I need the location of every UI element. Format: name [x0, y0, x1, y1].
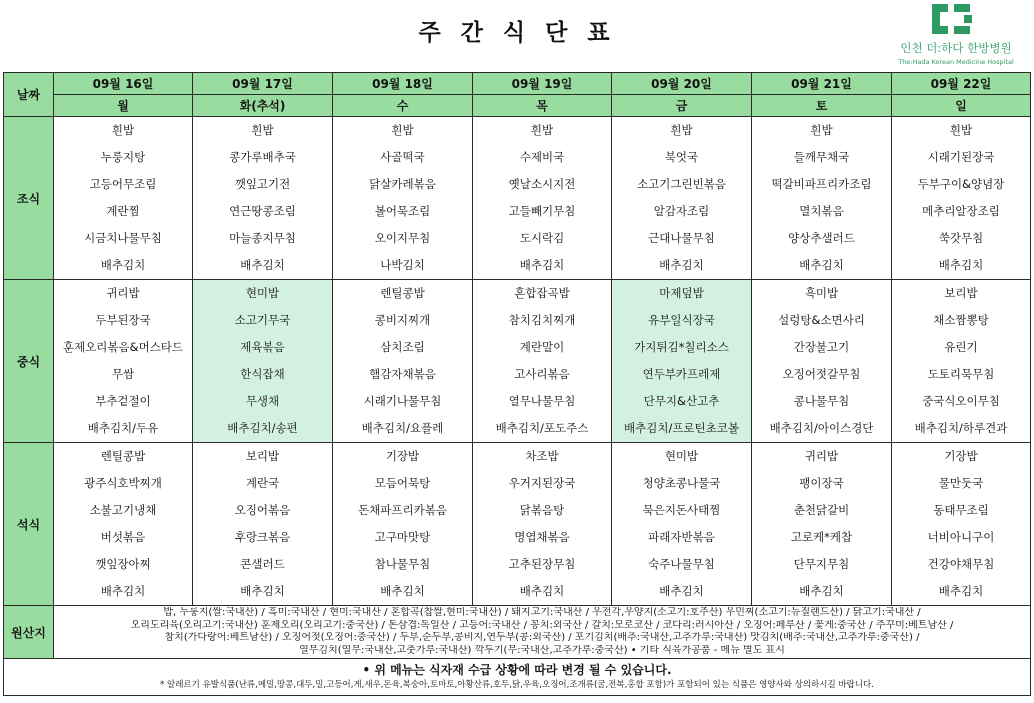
menu-item: 도토리묵무침	[927, 367, 995, 381]
breakfast-menu-cell	[193, 117, 333, 280]
origin-line: 열무김치(열무:국내산,고춧가루:국내산) 깍두기(무:국내산,고추가루:중국산) • 기타 식육가공품 - 메뉴 별도 표시	[299, 644, 785, 656]
menu-item: 소불고기냉채	[89, 503, 157, 517]
menu-item: 제육볶음	[240, 340, 285, 354]
menu-item: 가지튀김*칠리소스	[634, 340, 729, 354]
lunch-menu-cell	[752, 280, 892, 443]
menu-item: 계란국	[245, 476, 280, 490]
menu-item: 숙주나물무침	[648, 557, 715, 571]
menu-item: 열무나물무침	[508, 394, 576, 408]
lunch-menu-cell	[54, 280, 193, 443]
menu-item: 배추김치	[659, 258, 704, 272]
breakfast-menu-cell	[612, 117, 752, 280]
menu-item: 알감자조림	[653, 204, 710, 218]
dinner-menu-cell	[473, 443, 612, 606]
menu-item: 삼치조림	[380, 340, 425, 354]
menu-item: 고추된장무침	[508, 557, 576, 571]
dinner-menu-cell	[612, 443, 752, 606]
menu-item: 배추김치	[240, 258, 285, 272]
menu-item: 동태무조림	[933, 503, 989, 517]
weekday-cell: 수	[333, 95, 473, 117]
dinner-menu-cell	[752, 443, 892, 606]
menu-item: 고구마맛탕	[374, 530, 431, 544]
date-cell: 09월 19일	[473, 73, 612, 95]
page-title: 주 간 식 단 표	[418, 20, 616, 46]
menu-item: 콩가루배추국	[229, 150, 296, 164]
menu-item: 배추김치	[380, 584, 425, 598]
menu-item: 배추김치	[799, 584, 844, 598]
menu-item: 물만둣국	[938, 476, 984, 490]
menu-item: 간장불고기	[793, 340, 850, 354]
date-cell: 09월 22일	[892, 73, 1031, 95]
logo-english-name: The:Hada Korean Medicine Hospital	[898, 58, 1014, 66]
menu-item: 현미밥	[664, 449, 699, 463]
weekday-cell: 월	[54, 95, 193, 117]
menu-item: 멸치볶음	[799, 204, 844, 218]
menu-item: 채소짬뽕탕	[933, 313, 989, 327]
menu-item: 계란말이	[519, 340, 565, 354]
menu-item: 배추김치/두유	[87, 421, 159, 435]
menu-item: 무생채	[245, 394, 280, 408]
dinner-header: 석식	[4, 443, 54, 606]
notice-main: • 위 메뉴는 식자재 수급 상황에 따라 변경 될 수 있습니다.	[362, 663, 672, 677]
date-header: 날짜	[4, 73, 54, 117]
origin-line: 참치(가다랑어:베트남산) / 오징어젓(오징어:중국산) / 두부,순두부,콩비지,연두부(콩:외국산) / 포기김치(배추:국내산,고추가루:국내산) 맛김치(배추:국내산,고추가루:중국산) /	[164, 632, 920, 643]
menu-item: 마제덮밥	[659, 286, 704, 300]
menu-item: 흰밥	[111, 123, 135, 137]
menu-item: 흰밥	[251, 123, 274, 137]
dinner-menu-cell	[333, 443, 473, 606]
menu-item: 닭볶음탕	[519, 503, 565, 517]
menu-item: 청양초콩나물국	[642, 476, 721, 490]
menu-item: 기장밥	[944, 449, 978, 463]
menu-item: 훈제오리볶음&머스타드	[62, 340, 184, 354]
dinner-menu-cell	[193, 443, 333, 606]
menu-item: 현미밥	[245, 286, 280, 300]
hospital-logo	[886, 2, 1026, 72]
menu-item: 콩비지찌개	[374, 313, 431, 327]
menu-item: 소고기그린빈볶음	[637, 177, 726, 191]
date-cell: 09월 20일	[612, 73, 752, 95]
menu-item: 우거지된장국	[508, 476, 576, 490]
menu-item: 오징어젓갈무침	[782, 367, 861, 381]
menu-item: 배추김치	[100, 258, 146, 272]
lunch-menu-cell	[612, 280, 752, 443]
menu-item: 양상추샐러드	[788, 231, 855, 245]
menu-item: 춘천닭갈비	[793, 503, 850, 517]
breakfast-menu-cell	[892, 117, 1031, 280]
menu-item: 기장밥	[385, 449, 420, 463]
menu-item: 렌틸콩밥	[100, 449, 146, 463]
menu-item: 깻잎고기전	[234, 177, 291, 191]
menu-item: 배추김치	[240, 584, 285, 598]
origin-line: 오리도리육(오리고기:국내산) 훈제오리(오리고기:중국산) / 돈삼겹:독일산 / 고등어:국내산 / 꽁치:외국산 / 갈치:모로코산 / 코다리:러시아산 / 오징어:페루산 / 꽃게:중국산 / 주꾸미:베트남산 /	[130, 619, 954, 631]
menu-item: 귀리밥	[106, 286, 140, 300]
menu-item: 깻잎장아찌	[95, 557, 151, 571]
menu-item: 돈채파프리카볶음	[358, 503, 447, 517]
menu-item: 수제비국	[519, 150, 565, 164]
menu-item: 나박김치	[380, 258, 425, 272]
menu-item: 들깨무채국	[793, 150, 850, 164]
menu-item: 보리밥	[245, 449, 280, 463]
allergy-notice: * 알레르기 유발식품(난류,메밀,땅콩,대두,밀,고등어,게,새우,돈육,복숭아,토마토,아황산류,호두,닭,우육,오징어,조개류(굴,전복,홍합 포함)가 포함되어 있는 식품은 영양사와 상의하시길 바랍니다.	[160, 680, 874, 690]
menu-item: 배추김치/하루견과	[914, 421, 1008, 435]
weekday-cell: 일	[892, 95, 1031, 117]
menu-item: 오이지무침	[374, 231, 431, 245]
menu-item: 버섯볶음	[100, 530, 146, 544]
date-cell: 09월 18일	[333, 73, 473, 95]
menu-item: 배추김치	[519, 584, 565, 598]
menu-item: 메추리알장조림	[922, 204, 1000, 218]
menu-item: 햄감자채볶음	[369, 367, 436, 381]
breakfast-menu-cell	[473, 117, 612, 280]
dinner-menu-cell	[54, 443, 193, 606]
menu-item: 참나물무침	[374, 557, 431, 571]
menu-item: 고들빼기무침	[508, 204, 576, 218]
date-cell: 09월 21일	[752, 73, 892, 95]
menu-item: 배추김치	[659, 584, 704, 598]
lunch-header: 중식	[4, 280, 54, 443]
weekly-menu-table	[3, 72, 1031, 696]
weekday-cell: 목	[473, 95, 612, 117]
menu-item: 파래자반볶음	[648, 530, 715, 544]
lunch-menu-cell	[333, 280, 473, 443]
menu-item: 소고기무국	[234, 313, 291, 327]
breakfast-header: 조식	[4, 117, 54, 280]
menu-item: 참치김치찌개	[508, 313, 576, 327]
menu-item: 팽이장국	[799, 476, 844, 490]
menu-item: 누룽지탕	[100, 150, 146, 164]
logo-name: 인천 더:하다 한방병원	[900, 41, 1012, 55]
menu-item: 무쌈	[111, 367, 135, 381]
weekday-cell: 화(추석)	[193, 95, 333, 117]
menu-item: 흰밥	[670, 123, 693, 137]
menu-item: 배추김치	[938, 258, 984, 272]
lunch-menu-cell	[473, 280, 612, 443]
lunch-menu-cell	[892, 280, 1031, 443]
date-cell: 09월 17일	[193, 73, 333, 95]
menu-item: 시금치나물무침	[84, 231, 162, 245]
menu-item: 설렁탕&소면사리	[778, 313, 865, 327]
menu-item: 고등어무조림	[89, 177, 157, 191]
menu-item: 유부일식장국	[648, 313, 715, 327]
menu-item: 배추김치/송편	[227, 421, 298, 435]
weekday-cell: 금	[612, 95, 752, 117]
menu-item: 유린기	[944, 340, 978, 354]
breakfast-menu-cell	[752, 117, 892, 280]
menu-item: 흰밥	[810, 123, 833, 137]
menu-item: 배추김치/포도주스	[495, 421, 589, 435]
logo-mark-icon	[932, 4, 972, 34]
menu-item: 오징어볶음	[234, 503, 291, 517]
breakfast-menu-cell	[54, 117, 193, 280]
menu-item: 쑥갓무침	[938, 231, 984, 245]
menu-item: 닭살카레볶음	[369, 177, 436, 191]
menu-item: 너비아니구이	[927, 530, 995, 544]
menu-item: 차조밥	[525, 449, 559, 463]
menu-item: 고사리볶음	[514, 367, 570, 381]
menu-item: 모듬어묵탕	[374, 476, 431, 490]
origin-info	[54, 606, 1031, 659]
menu-item: 단무지무침	[793, 557, 850, 571]
menu-item: 배추김치/아이스경단	[769, 421, 874, 435]
lunch-menu-cell	[193, 280, 333, 443]
menu-item: 후랑크볶음	[234, 530, 291, 544]
menu-item: 근대나물무침	[648, 231, 715, 245]
date-cell: 09월 16일	[54, 73, 193, 95]
menu-item: 시래기나물무침	[363, 394, 442, 408]
dinner-menu-cell	[892, 443, 1031, 606]
menu-item: 고로케*케찹	[790, 530, 853, 544]
menu-item: 혼합잡곡밥	[514, 286, 570, 300]
menu-item: 콩나물무침	[793, 394, 850, 408]
menu-item: 명엽채볶음	[514, 530, 570, 544]
menu-item: 흰밥	[391, 123, 414, 137]
menu-item: 흑미밥	[804, 286, 839, 300]
menu-item: 광주식호박찌개	[84, 476, 162, 490]
origin-header: 원산지	[4, 606, 54, 659]
menu-item: 묵은지돈사태찜	[642, 503, 721, 517]
menu-item: 흰밥	[530, 123, 554, 137]
menu-item: 콘샐러드	[240, 557, 285, 571]
menu-item: 두부구이&양념장	[917, 177, 1005, 191]
menu-item: 중국식오이무침	[922, 394, 1000, 408]
menu-item: 도시락김	[519, 231, 565, 245]
menu-item: 한식잡채	[240, 367, 285, 381]
menu-item: 떡갈비파프리카조림	[771, 177, 872, 191]
weekday-cell: 토	[752, 95, 892, 117]
menu-item: 보리밥	[944, 286, 978, 300]
breakfast-menu-cell	[333, 117, 473, 280]
menu-item: 배추김치/요플레	[361, 421, 444, 435]
menu-item: 배추김치	[799, 258, 844, 272]
menu-item: 마늘종지무침	[229, 231, 296, 245]
menu-item: 흰밥	[949, 123, 973, 137]
menu-item: 볼어묵조림	[374, 204, 431, 218]
origin-line: 밥, 누룽지(쌀:국내산) / 흑미:국내산 / 현미:국내산 / 혼합곡(찹쌀,현미:국내산) / 돼지고기:국내산 / 우전각,우양지(소고기:호주산) 우민찌(소고기:뉴질랜드산) / 닭고기:국내산 /	[163, 607, 921, 618]
menu-item: 배추김치/프로틴초코볼	[624, 421, 739, 435]
menu-item: 계란찜	[106, 204, 140, 218]
menu-item: 부추겉절이	[95, 394, 151, 408]
menu-item: 배추김치	[938, 584, 984, 598]
menu-item: 북엇국	[664, 150, 699, 164]
menu-item: 두부된장국	[95, 313, 151, 327]
menu-item: 연두부카프레제	[642, 367, 721, 381]
menu-item: 단무지&산고추	[643, 394, 720, 408]
menu-item: 렌틸콩밥	[380, 286, 425, 300]
menu-item: 배추김치	[100, 584, 146, 598]
menu-item: 귀리밥	[804, 449, 839, 463]
menu-item: 옛날소시지전	[508, 177, 576, 191]
menu-item: 건강야채무침	[927, 557, 995, 571]
menu-item: 배추김치	[519, 258, 565, 272]
notice-box	[4, 659, 1031, 696]
menu-item: 연근땅콩조림	[229, 204, 296, 218]
menu-item: 사골떡국	[380, 150, 425, 164]
menu-item: 시래기된장국	[927, 150, 995, 164]
